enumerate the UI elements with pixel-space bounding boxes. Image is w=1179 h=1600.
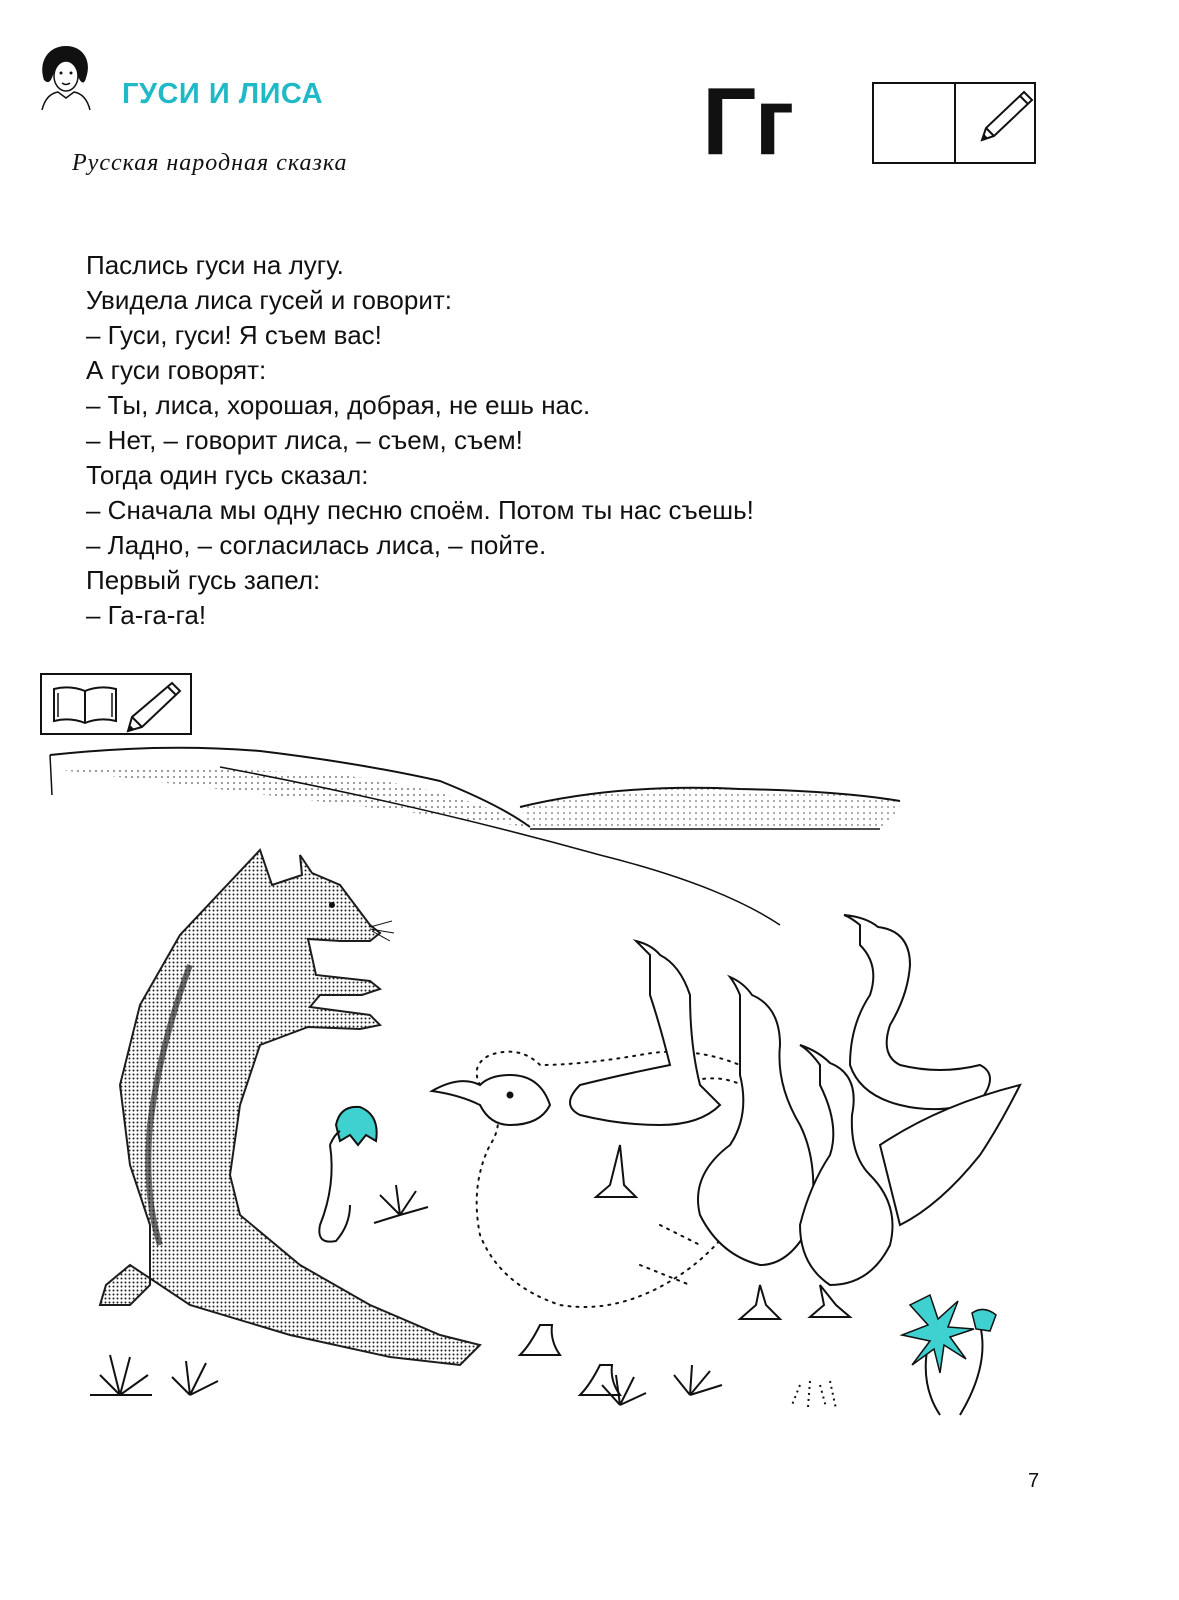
story-line: – Га-га-га! [86,600,207,630]
cornflower [902,1295,996,1415]
story-title: ГУСИ И ЛИСА [122,78,324,110]
story-line: А гуси говорят: [86,355,267,385]
bell-flower [319,1107,376,1242]
story-line: Увидела лиса гусей и говорит: [86,285,453,315]
fox [100,850,480,1365]
geese-group [570,915,1020,1285]
girl-avatar-icon [36,42,96,112]
fox-and-geese-illustration [40,745,1040,1460]
pencil-icon [122,679,186,738]
hills [50,748,900,925]
left-goose-head [432,1075,550,1125]
writing-box-divider [954,84,956,162]
story-subtitle: Русская народная сказка [72,150,348,176]
story-line: – Нет, – говорит лиса, – съем, съем! [86,425,523,455]
story-line: – Сначала мы одну песню споём. Потом ты нас съешь! [86,495,754,525]
letter-heading: Гг [702,68,793,175]
read-write-task-box [40,673,192,735]
story-line: – Ладно, – согласилась лиса, – пойте. [86,530,547,560]
story-line: Тогда один гусь сказал: [86,460,369,490]
story-line: – Гуси, гуси! Я съем вас! [86,320,382,350]
writing-box [872,82,1036,164]
story-line: Первый гусь запел: [86,565,321,595]
story-text [86,248,986,633]
page-number: 7 [1028,1470,1040,1492]
open-book-icon [50,683,120,732]
story-line: – Ты, лиса, хорошая, добрая, не ешь нас. [86,390,591,420]
story-line: Паслись гуси на лугу. [86,250,344,280]
